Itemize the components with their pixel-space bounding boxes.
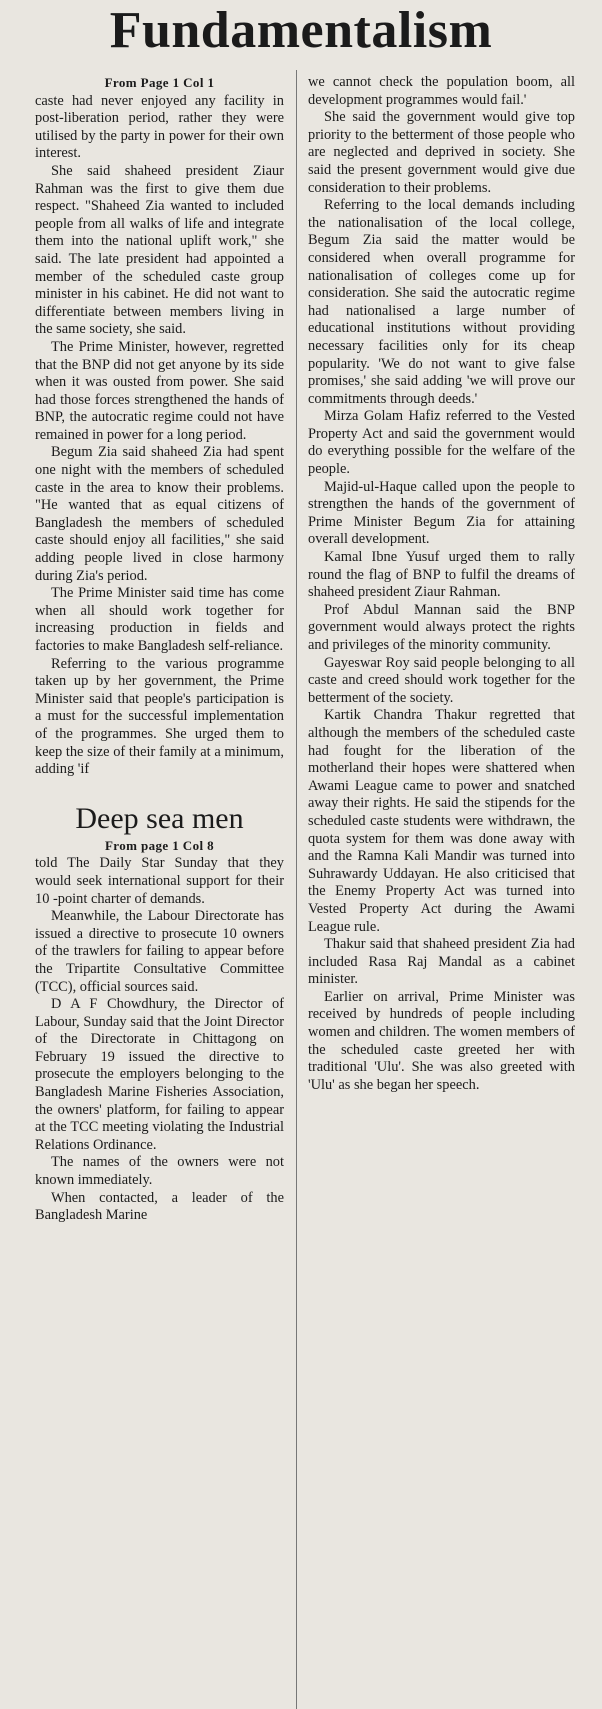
article-paragraph: Kamal Ibne Yusuf urged them to rally round the flag of BNP to fulfil the dreams of shaheed president Ziaur Rahman. — [308, 549, 575, 601]
article-paragraph: Referring to the various programme taken up by her government, the Prime Minister said that people's participation is a must for the successful implementation of the programmes. She urged them to keep the size of their family at a minimum, adding 'if — [35, 655, 284, 778]
article-paragraph: we cannot check the population boom, all development programmes would fail.' — [308, 74, 575, 108]
article-paragraph: Majid-ul-Haque called upon the people to strengthen the hands of the government of Prime Minister Begum Zia for attaining overall development. — [308, 478, 575, 548]
article-paragraph: The Prime Minister said time has come when all should work together for increasing production in fields and factories to make Bangladesh self-reliance. — [35, 585, 284, 654]
article-paragraph: Begum Zia said shaheed Zia had spent one night with the members of scheduled caste in the area to know their problems. "He wanted that as equal citizens of Bangladesh the members of scheduled caste should enjoy all facilities," she said adding people lived in close harmony during Zia's period. — [35, 444, 284, 584]
right-column — [308, 74, 575, 1709]
article-paragraph: Gayeswar Roy said people belonging to all caste and creed should work together for the betterment of the society. — [308, 654, 575, 706]
second-story-headline: Deep sea men — [75, 801, 244, 835]
article-paragraph: Earlier on arrival, Prime Minister was received by hundreds of people including women and children. The women members of the scheduled caste greeted her with traditional 'Ulu'. She was also greeted with 'Ulu' as she began her speech. — [308, 988, 575, 1093]
article-paragraph: Meanwhile, the Labour Directorate has issued a directive to prosecute 10 owners of the trawlers for failing to appear before the Tripartite Consultative Committee (TCC), official sources said. — [35, 908, 284, 995]
article-paragraph: Mirza Golam Hafiz referred to the Vested Property Act and said the government would do everything possible for the welfare of the people. — [308, 408, 575, 478]
article-paragraph: The names of the owners were not known immediately. — [35, 1154, 284, 1189]
article-paragraph: Referring to the local demands including the nationalisation of the local college, Begum Zia said the matter would be considered when overall programme for nationalisation of colleges come up for consideration. She said the autocratic regime had nationalised a large number of educational institutions without providing necessary facilities only for its cheap popularity. 'We do not want to give false promises,' she said adding 'we will prove our commitments through deeds.' — [308, 197, 575, 407]
article-paragraph: told The Daily Star Sunday that they would seek international support for their 10 -point charter of demands. — [35, 855, 284, 907]
article-paragraph: Thakur said that shaheed president Zia had included Rasa Raj Mandal as a cabinet minister. — [308, 936, 575, 988]
article-paragraph: caste had never enjoyed any facility in post-liberation period, rather they were utilised by the party in power for their own interest. — [35, 92, 284, 162]
continuation-line: From page 1 Col 8 — [104, 837, 215, 853]
article-paragraph: She said the government would give top priority to the betterment of those people who are neglected and deprived in society. She said the present government would give due consideration to their problems. — [308, 109, 575, 196]
article-paragraph: Kartik Chandra Thakur regretted that although the members of the scheduled caste had fought for the liberation of the motherland their hopes were shattered when Awami League came to power and snatched away their rights. He said the stipends for the scheduled caste students were withdrawn, the quota system for them was done away with and the Ramna Kali Mandir was turned into Suhrawardy Uddayan. He also criticised that the Enemy Property Act was turned into Vested Property Act during the Awami League rule. — [308, 707, 575, 935]
article-paragraph: She said shaheed president Ziaur Rahman was the first to give them due respect. "Shaheed Zia wanted to included people from all walks of life and integrate them into the national uplift work," she said. The late president had appointed a member of the scheduled caste group minister in his cabinet. He did not want to differentiate between members living in the same society, she said. — [35, 162, 284, 338]
article-paragraph: D A F Chowdhury, the Director of Labour, Sunday said that the Joint Director of the Directorate in Chittagong on February 19 issued the directive to prosecute the employers belonging to the Bangladesh Marine Fisheries Association, the owners' platform, for failing to appear at the TCC meeting violating the Industrial Relations Ordinance. — [35, 996, 284, 1153]
article-paragraph: Prof Abdul Mannan said the BNP government would always protect the rights and privileges of the minority community. — [308, 601, 575, 653]
article-paragraph: The Prime Minister, however, regretted that the BNP did not get anyone by its side when it was ousted from power. She said had those forces strengthened the hands of BNP, the autocratic regime could not have remained in power for a long period. — [35, 338, 284, 443]
left-column — [35, 74, 284, 1709]
article-paragraph: When contacted, a leader of the Bangladesh Marine — [35, 1189, 284, 1224]
continuation-line: From Page 1 Col 1 — [104, 75, 215, 90]
headline: Fundamentalism — [109, 2, 493, 59]
column-divider — [296, 70, 297, 1709]
